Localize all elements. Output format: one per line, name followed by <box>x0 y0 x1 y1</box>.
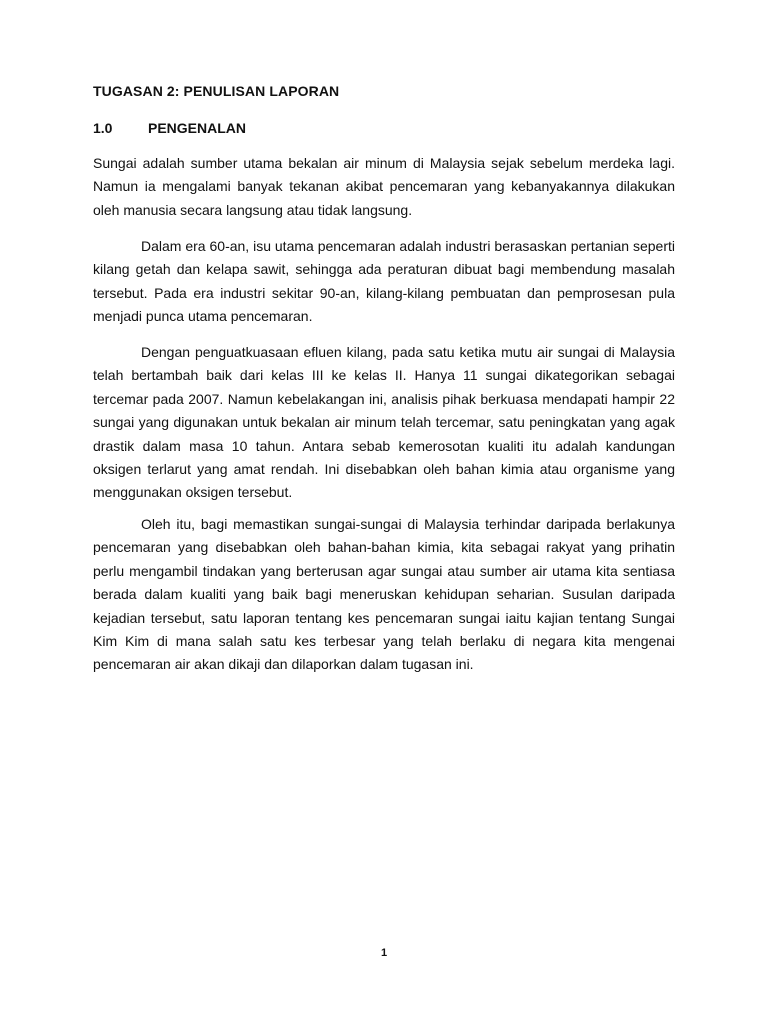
section-number: 1.0 <box>93 120 113 136</box>
paragraph-1: Sungai adalah sumber utama bekalan air minum di Malaysia sejak sebelum merdeka lagi. Namun ia mengalami banyak tekanan akibat pencemaran yang kebanyakannya dilakukan oleh manusia secara langsung atau tidak langsung. <box>93 155 675 218</box>
page-number: 1 <box>380 947 388 959</box>
paragraph-4: Oleh itu, bagi memastikan sungai-sungai di Malaysia terhindar daripada berlakunya pencemaran yang disebabkan oleh bahan-bahan kimia, kita sebagai rakyat yang prihatin perlu mengambil tindakan yang berterusan agar sungai atau sumber air utama kita sentiasa berada dalam kualiti yang baik bagi meneruskan kehidupan seharian. Susulan daripada kejadian tersebut, satu laporan tentang kes pencemaran sungai iaitu kajian tentang Sungai Kim Kim di mana salah satu kes terbesar yang telah berlaku di negara kita mengenai pencemaran air akan dikaji dan dilaporkan dalam tugasan ini. <box>93 516 675 673</box>
document-title: TUGASAN 2: PENULISAN LAPORAN <box>93 83 340 99</box>
paragraph-2: Dalam era 60-an, isu utama pencemaran adalah industri berasaskan pertanian seperti kilang getah dan kelapa sawit, sehingga ada peraturan dibuat bagi membendung masalah tersebut. Pada era industri sekitar 90-an, kilang-kilang pembuatan dan pemprosesan pula menjadi punca utama pencemaran. <box>93 238 675 325</box>
paragraph-3: Dengan penguatkuasaan efluen kilang, pada satu ketika mutu air sungai di Malaysia telah bertambah baik dari kelas III ke kelas II. Hanya 11 sungai dikategorikan sebagai tercemar pada 2007. Namun kebelakangan ini, analisis pihak berkuasa mendapati hampir 22 sungai yang digunakan untuk bekalan air minum telah tercemar, satu peningkatan yang agak drastik dalam masa 10 tahun. Antara sebab kemerosotan kualiti itu adalah kandungan oksigen terlarut yang amat rendah. Ini disebabkan oleh bahan kimia atau organisme yang menggunakan oksigen tersebut. <box>93 344 675 501</box>
section-title: PENGENALAN <box>148 120 247 136</box>
section-heading <box>93 120 246 136</box>
